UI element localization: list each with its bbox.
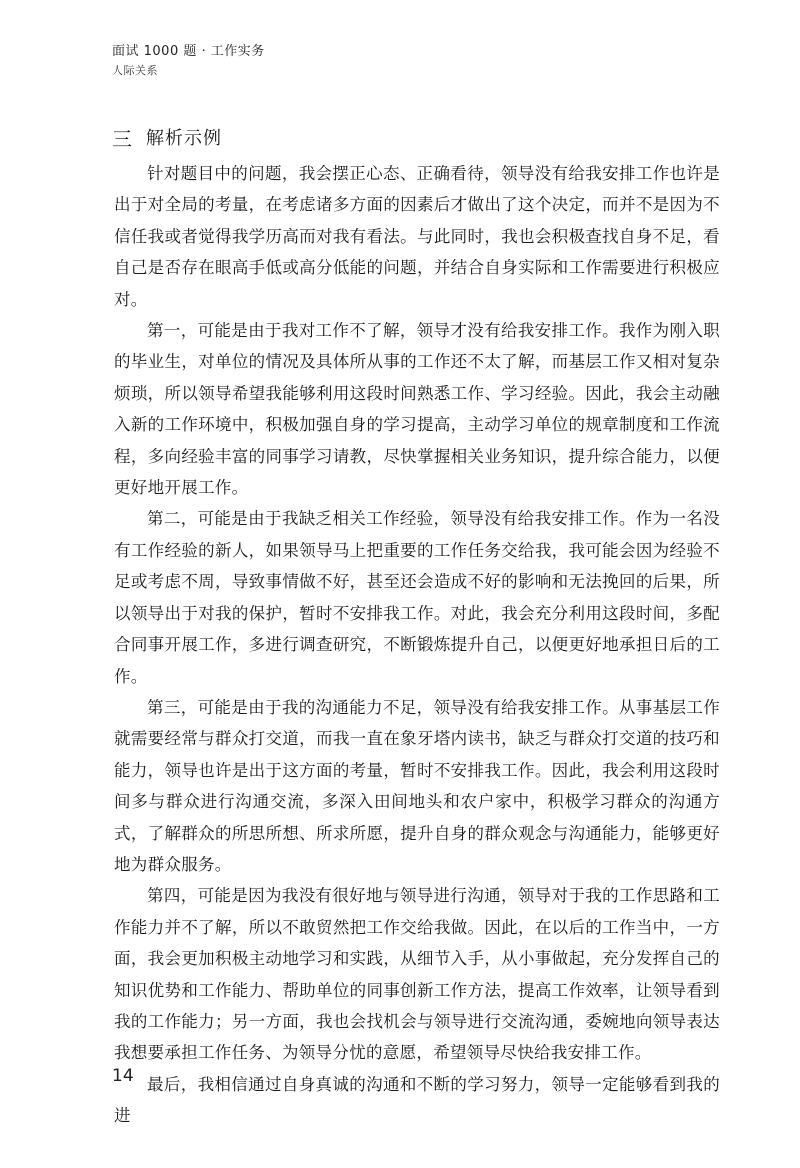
section-title: 解析示例: [146, 128, 222, 149]
body-text: [114, 158, 720, 1132]
paragraph-fourth: 第四，可能是因为我没有很好地与领导进行沟通，领导对于我的工作思路和工作能力并不了解，所以不敢贸然把工作交给我做。因此，在以后的工作当中，一方面，我会更加积极主动地学习和实践，从细节入手，从小事做起，充分发挥自己的知识优势和工作能力、帮助单位的同事创新工作方法，提高工作效率，让领导看到我的工作能力；另一方面，我也会找机会与领导进行交流沟通，委婉地向领导表达我想要承担工作任务、为领导分忧的意愿，希望领导尽快给我安排工作。: [114, 886, 720, 1063]
paragraph-final: 最后，我相信通过自身真诚的沟通和不断的学习努力，领导一定能够看到我的进: [114, 1074, 720, 1126]
chapter-title: 人际关系: [112, 64, 158, 77]
section-number: 三: [112, 127, 132, 151]
paragraph-intro: 针对题目中的问题，我会摆正心态、正确看待，领导没有给我安排工作也许是出于对全局的考量，在考虑诸多方面的因素后才做出了这个决定，而并不是因为不信任我或者觉得我学历高而对我有看法。与此同时，我也会积极查找自身不足，看自己是否存在眼高手低或高分低能的问题，并结合自身实际和工作需要进行积极应对。: [114, 164, 720, 309]
page-number: 14: [112, 1066, 134, 1086]
paragraph-second: 第二，可能是由于我缺乏相关工作经验，领导没有给我安排工作。作为一名没有工作经验的新人，如果领导马上把重要的工作任务交给我，我可能会因为经验不足或考虑不周，导致事情做不好，甚至还会造成不好的影响和无法挽回的后果，所以领导出于对我的保护，暂时不安排我工作。对此，我会充分利用这段时间，多配合同事开展工作，多进行调查研究，不断锻炼提升自己，以便更好地承担日后的工作。: [114, 509, 720, 686]
paragraph-third: 第三，可能是由于我的沟通能力不足，领导没有给我安排工作。从事基层工作就需要经常与群众打交道，而我一直在象牙塔内读书，缺乏与群众打交道的技巧和能力，领导也许是出于这方面的考量，暂时不安排我工作。因此，我会利用这段时间多与群众进行沟通交流，多深入田间地头和农户家中，积极学习群众的沟通方式，了解群众的所思所想、所求所愿，提升自身的群众观念与沟通能力，能够更好地为群众服务。: [114, 697, 720, 874]
book-title: 面试 1000 题 · 工作实务: [112, 44, 265, 59]
section-heading: [112, 126, 222, 152]
running-header: [112, 42, 265, 80]
paragraph-first: 第一，可能是由于我对工作不了解，领导才没有给我安排工作。我作为刚入职的毕业生，对单位的情况及具体所从事的工作还不太了解，而基层工作又相对复杂烦琐，所以领导希望我能够利用这段时间熟悉工作、学习经验。因此，我会主动融入新的工作环境中，积极加强自身的学习提高，主动学习单位的规章制度和工作流程，多向经验丰富的同事学习请教，尽快掌握相关业务知识，提升综合能力，以便更好地开展工作。: [114, 321, 720, 498]
